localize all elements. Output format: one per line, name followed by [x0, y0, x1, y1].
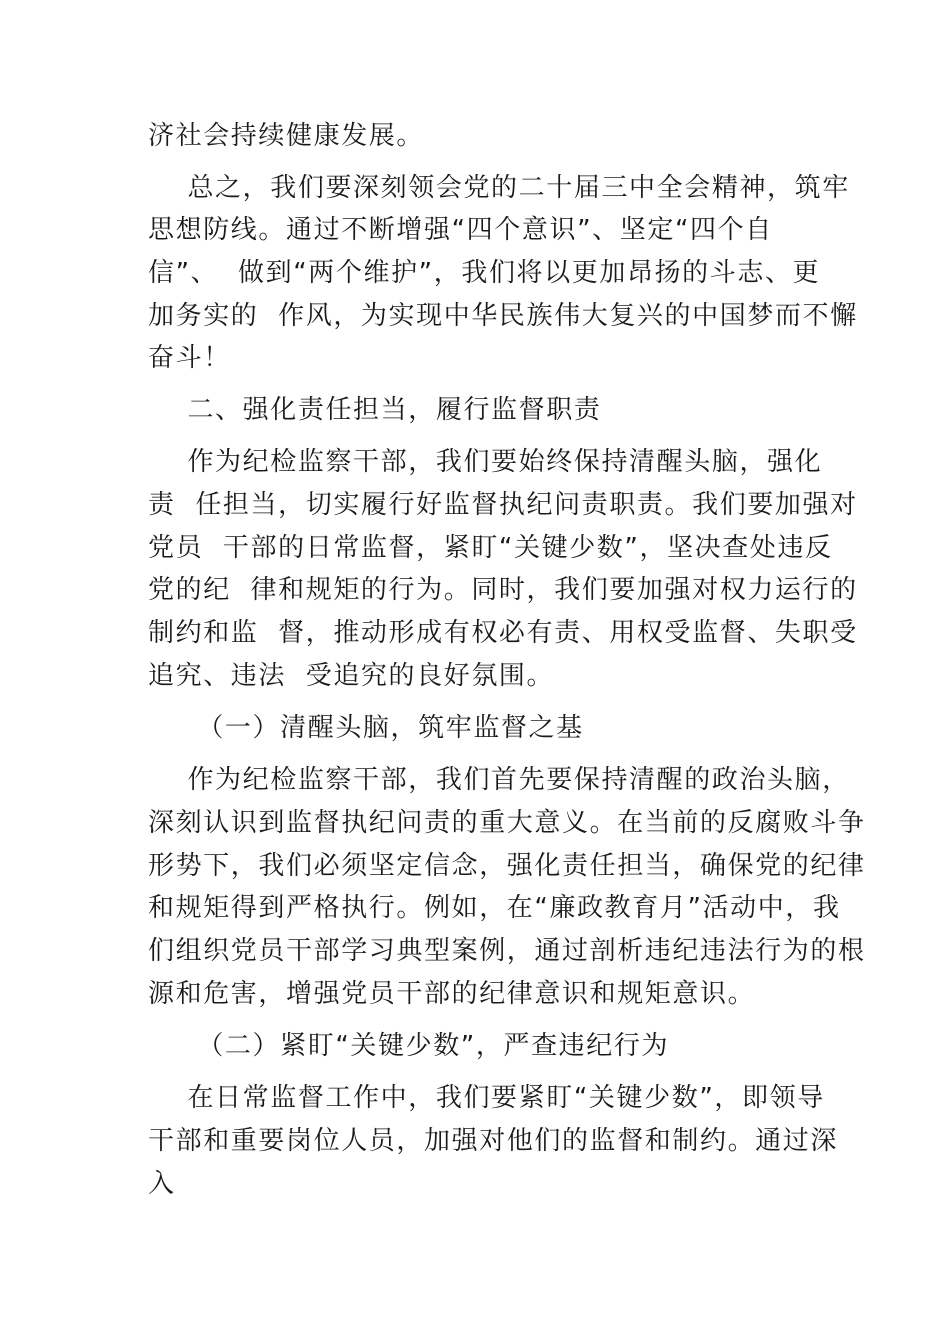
text-line: 奋斗！ [148, 343, 231, 373]
text-line: 加务实的 作风，为实现中华民族伟大复兴的中国梦而不懈 [148, 301, 858, 331]
text-line: 形势下，我们必须坚定信念，强化责任担当，确保党的纪律 [148, 851, 866, 881]
text-line: 和规矩得到严格执行。例如，在“廉政教育月”活动中，我 [148, 893, 841, 923]
text-line: 作为纪检监察干部，我们要始终保持清醒头脑，强化 [148, 447, 823, 477]
text-line: 追究、违法 受追究的良好氛围。 [148, 661, 555, 691]
subsection-heading: （一）清醒头脑，筑牢监督之基 [148, 713, 584, 743]
text-line: 思想防线。通过不断增强“四个意识”、坚定“四个自 [148, 215, 773, 245]
text-line: 深刻认识到监督执纪问责的重大意义。在当前的反腐败斗争 [148, 808, 866, 838]
text-line: 济社会持续健康发展。 [148, 121, 425, 151]
text-line: 责 任担当，切实履行好监督执纪问责职责。我们要加强对 [148, 490, 858, 520]
text-line: 党员 干部的日常监督，紧盯“关键少数”，坚决查处违反 [148, 533, 833, 563]
text-line: 党的纪 律和规矩的行为。同时，我们要加强对权力运行的 [148, 575, 858, 605]
text-line: 制约和监 督，推动形成有权必有责、用权受监督、失职受 [148, 618, 858, 648]
text-line: 源和危害，增强党员干部的纪律意识和规矩意识。 [148, 979, 756, 1009]
text-line: 入 [148, 1169, 176, 1199]
section-heading: 二、强化责任担当，履行监督职责 [148, 395, 602, 425]
text-line: 信”、 做到“两个维护”，我们将以更加昂扬的斗志、更 [148, 258, 821, 288]
subsection-heading: （二）紧盯“关键少数”，严查违纪行为 [148, 1031, 670, 1061]
text-line: 作为纪检监察干部，我们首先要保持清醒的政治头脑， [148, 765, 850, 795]
text-line: 在日常监督工作中，我们要紧盯“关键少数”，即领导 [148, 1083, 825, 1113]
text-line: 们组织党员干部学习典型案例，通过剖析违纪违法行为的根 [148, 936, 866, 966]
text-line: 干部和重要岗位人员，加强对他们的监督和制约。通过深 [148, 1126, 839, 1156]
text-line: 总之，我们要深刻领会党的二十届三中全会精神，筑牢 [148, 173, 850, 203]
